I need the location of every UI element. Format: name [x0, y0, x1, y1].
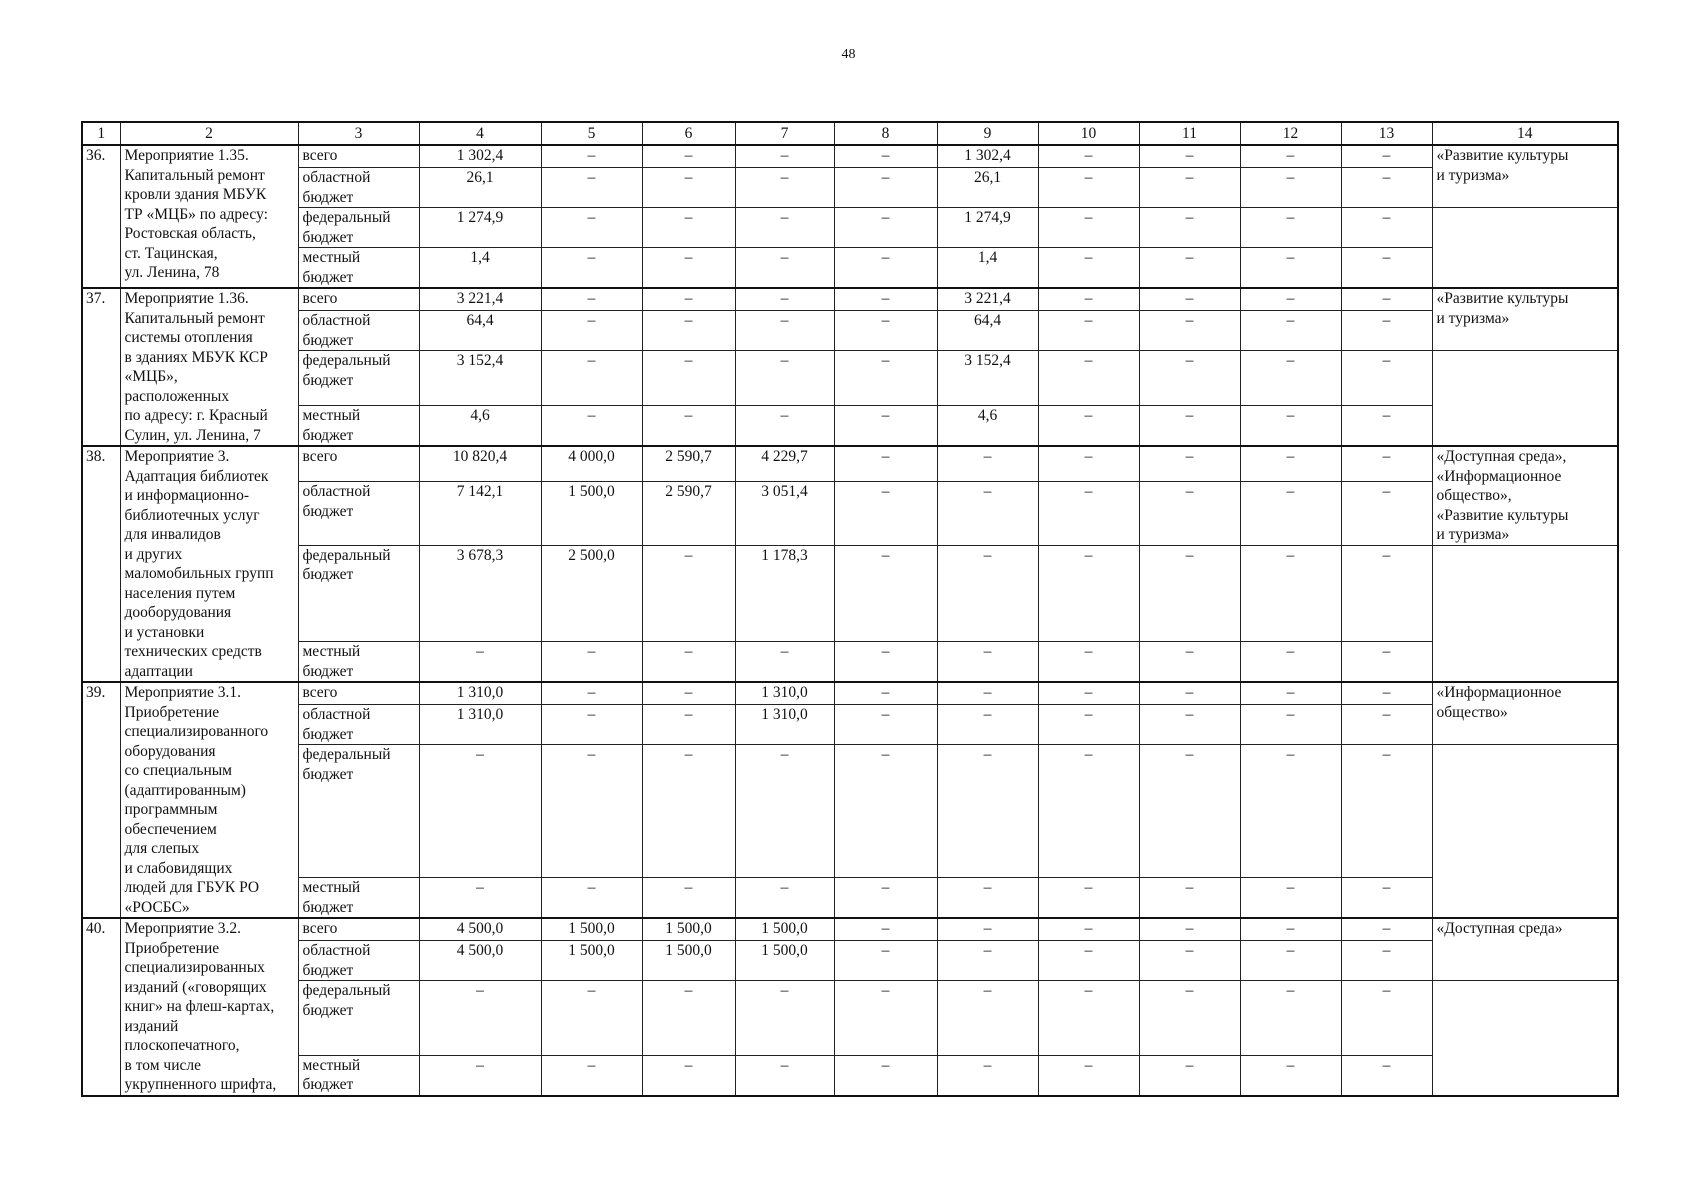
amount-cell: 1 500,0 — [642, 941, 735, 981]
amount-cell: 1 310,0 — [735, 705, 834, 745]
amount-cell: – — [1341, 248, 1432, 289]
funding-source: федеральный бюджет — [298, 745, 419, 878]
amount-cell: 1 500,0 — [541, 941, 642, 981]
budget-table — [81, 121, 1619, 1097]
amount-cell: – — [642, 406, 735, 447]
table-row — [82, 446, 1618, 482]
amount-cell: – — [735, 642, 834, 683]
amount-cell: – — [1341, 446, 1432, 482]
amount-cell: – — [1139, 351, 1240, 406]
amount-cell: 1 500,0 — [541, 918, 642, 941]
amount-cell: – — [735, 248, 834, 289]
amount-cell: 1 178,3 — [735, 545, 834, 642]
table-row — [82, 878, 1618, 919]
measure-number: 39. — [82, 682, 120, 918]
amount-cell: – — [541, 406, 642, 447]
funding-source: областной бюджет — [298, 168, 419, 208]
funding-source: местный бюджет — [298, 1055, 419, 1096]
amount-cell: 2 500,0 — [541, 545, 642, 642]
amount-cell: – — [1139, 745, 1240, 878]
table-row — [82, 745, 1618, 878]
amount-cell: – — [1139, 482, 1240, 545]
amount-cell: – — [1139, 941, 1240, 981]
funding-source: областной бюджет — [298, 705, 419, 745]
amount-cell: 3 152,4 — [419, 351, 541, 406]
amount-cell: – — [541, 981, 642, 1056]
amount-cell: 1,4 — [419, 248, 541, 289]
amount-cell: 64,4 — [419, 311, 541, 351]
amount-cell: 2 590,7 — [642, 482, 735, 545]
amount-cell: 1 310,0 — [419, 705, 541, 745]
amount-cell: – — [1139, 981, 1240, 1056]
amount-cell: – — [541, 642, 642, 683]
amount-cell: 26,1 — [419, 168, 541, 208]
amount-cell: 4,6 — [419, 406, 541, 447]
amount-cell: 3 051,4 — [735, 482, 834, 545]
amount-cell: – — [937, 878, 1038, 919]
amount-cell: – — [735, 1055, 834, 1096]
amount-cell: – — [1341, 745, 1432, 878]
amount-cell: – — [642, 981, 735, 1056]
amount-cell: – — [642, 288, 735, 311]
amount-cell: 1 302,4 — [419, 145, 541, 168]
amount-cell: – — [1240, 545, 1341, 642]
amount-cell: – — [1240, 981, 1341, 1056]
table-row — [82, 705, 1618, 745]
amount-cell: – — [834, 208, 937, 248]
amount-cell: – — [1139, 208, 1240, 248]
amount-cell: – — [735, 208, 834, 248]
amount-cell: – — [1341, 642, 1432, 683]
page-number: 48 — [841, 47, 856, 62]
amount-cell: 1 500,0 — [735, 918, 834, 941]
amount-cell: – — [834, 168, 937, 208]
amount-cell: 1 500,0 — [735, 941, 834, 981]
amount-cell: – — [1240, 878, 1341, 919]
amount-cell: – — [1139, 878, 1240, 919]
blank-cell — [1432, 545, 1618, 682]
amount-cell: – — [1139, 145, 1240, 168]
amount-cell: – — [642, 145, 735, 168]
column-header: 7 — [735, 122, 834, 145]
funding-source: всего — [298, 682, 419, 705]
amount-cell: – — [834, 705, 937, 745]
blank-cell — [1432, 745, 1618, 919]
amount-cell: – — [1038, 745, 1139, 878]
amount-cell: – — [1240, 248, 1341, 289]
amount-cell: – — [1341, 168, 1432, 208]
amount-cell: – — [1240, 406, 1341, 447]
table-row — [82, 145, 1618, 168]
amount-cell: – — [937, 682, 1038, 705]
amount-cell: – — [937, 745, 1038, 878]
amount-cell: – — [735, 878, 834, 919]
amount-cell: – — [541, 682, 642, 705]
amount-cell: 4 229,7 — [735, 446, 834, 482]
amount-cell: – — [937, 642, 1038, 683]
amount-cell: – — [642, 745, 735, 878]
amount-cell: – — [834, 288, 937, 311]
amount-cell: 4 000,0 — [541, 446, 642, 482]
blank-cell — [1432, 981, 1618, 1096]
amount-cell: – — [735, 745, 834, 878]
column-header: 5 — [541, 122, 642, 145]
amount-cell: – — [1240, 446, 1341, 482]
amount-cell: – — [1341, 208, 1432, 248]
amount-cell: – — [1038, 351, 1139, 406]
table-row — [82, 311, 1618, 351]
table-row — [82, 248, 1618, 289]
amount-cell: 4,6 — [937, 406, 1038, 447]
amount-cell: 10 820,4 — [419, 446, 541, 482]
amount-cell: – — [735, 288, 834, 311]
amount-cell: 1 274,9 — [937, 208, 1038, 248]
funding-source: всего — [298, 918, 419, 941]
amount-cell: – — [834, 145, 937, 168]
amount-cell: – — [1038, 311, 1139, 351]
amount-cell: – — [1341, 351, 1432, 406]
amount-cell: 26,1 — [937, 168, 1038, 208]
table-header — [82, 122, 1618, 145]
amount-cell: – — [937, 941, 1038, 981]
amount-cell: – — [834, 682, 937, 705]
funding-source: местный бюджет — [298, 406, 419, 447]
amount-cell: – — [937, 705, 1038, 745]
amount-cell: – — [1139, 248, 1240, 289]
amount-cell: – — [1038, 208, 1139, 248]
amount-cell: – — [1139, 545, 1240, 642]
column-header: 13 — [1341, 122, 1432, 145]
measure-number: 36. — [82, 145, 120, 288]
funding-source: местный бюджет — [298, 642, 419, 683]
amount-cell: 1 500,0 — [642, 918, 735, 941]
amount-cell: – — [1139, 682, 1240, 705]
amount-cell: – — [1038, 682, 1139, 705]
amount-cell: – — [735, 145, 834, 168]
amount-cell: – — [1341, 878, 1432, 919]
column-header: 4 — [419, 122, 541, 145]
amount-cell: 3 221,4 — [937, 288, 1038, 311]
amount-cell: – — [735, 406, 834, 447]
table-row — [82, 682, 1618, 705]
amount-cell: – — [1139, 406, 1240, 447]
amount-cell: – — [834, 981, 937, 1056]
amount-cell: – — [1240, 208, 1341, 248]
state-program: «Информационное общество» — [1432, 682, 1618, 745]
measure-group — [82, 682, 1618, 918]
table-row — [82, 1055, 1618, 1096]
funding-source: местный бюджет — [298, 248, 419, 289]
amount-cell: – — [642, 545, 735, 642]
table-row — [82, 208, 1618, 248]
amount-cell: – — [541, 248, 642, 289]
column-header: 8 — [834, 122, 937, 145]
amount-cell: – — [1240, 168, 1341, 208]
table-row — [82, 981, 1618, 1056]
amount-cell: – — [1038, 168, 1139, 208]
amount-cell: – — [642, 878, 735, 919]
amount-cell: – — [834, 545, 937, 642]
amount-cell: – — [1240, 642, 1341, 683]
column-header: 9 — [937, 122, 1038, 145]
amount-cell: 1 310,0 — [735, 682, 834, 705]
measure-description: Мероприятие 1.35. Капитальный ремонт кровли здания МБУК ТР «МЦБ» по адресу: Ростовская область, ст. Тацинская, ул. Ленина, 78 — [120, 145, 298, 288]
amount-cell: – — [834, 482, 937, 545]
amount-cell: – — [1038, 145, 1139, 168]
amount-cell: – — [642, 248, 735, 289]
amount-cell: – — [1240, 918, 1341, 941]
amount-cell: – — [419, 642, 541, 683]
funding-source: федеральный бюджет — [298, 545, 419, 642]
blank-cell — [1432, 351, 1618, 447]
amount-cell: – — [1139, 311, 1240, 351]
amount-cell: – — [541, 208, 642, 248]
amount-cell: 4 500,0 — [419, 941, 541, 981]
amount-cell: – — [642, 1055, 735, 1096]
amount-cell: – — [735, 168, 834, 208]
amount-cell: – — [834, 1055, 937, 1096]
amount-cell: 7 142,1 — [419, 482, 541, 545]
amount-cell: – — [541, 311, 642, 351]
header-row — [82, 122, 1618, 145]
amount-cell: – — [834, 941, 937, 981]
amount-cell: – — [1038, 406, 1139, 447]
measure-group — [82, 288, 1618, 446]
amount-cell: – — [1240, 705, 1341, 745]
state-program: «Доступная среда» — [1432, 918, 1618, 981]
funding-source: всего — [298, 145, 419, 168]
amount-cell: 3 221,4 — [419, 288, 541, 311]
column-header: 12 — [1240, 122, 1341, 145]
amount-cell: 1 310,0 — [419, 682, 541, 705]
amount-cell: – — [1139, 446, 1240, 482]
column-header: 3 — [298, 122, 419, 145]
amount-cell: – — [541, 288, 642, 311]
amount-cell: – — [735, 981, 834, 1056]
amount-cell: – — [1139, 918, 1240, 941]
amount-cell: – — [1139, 642, 1240, 683]
amount-cell: – — [1038, 918, 1139, 941]
amount-cell: – — [1240, 1055, 1341, 1096]
measure-group — [82, 145, 1618, 288]
amount-cell: – — [1038, 1055, 1139, 1096]
table-row — [82, 941, 1618, 981]
amount-cell: – — [1341, 1055, 1432, 1096]
column-header: 11 — [1139, 122, 1240, 145]
amount-cell: – — [1038, 642, 1139, 683]
amount-cell: – — [1139, 288, 1240, 311]
blank-cell — [1432, 208, 1618, 289]
measure-description: Мероприятие 3. Адаптация библиотек и информационно- библиотечных услуг для инвалидов и других маломобильных групп населения путем дооборудования и установки технических средств адаптации — [120, 446, 298, 682]
amount-cell: 1 500,0 — [541, 482, 642, 545]
amount-cell: – — [834, 406, 937, 447]
amount-cell: – — [642, 642, 735, 683]
amount-cell: – — [642, 682, 735, 705]
amount-cell: – — [834, 248, 937, 289]
amount-cell: – — [1038, 288, 1139, 311]
amount-cell: – — [541, 705, 642, 745]
amount-cell: – — [1038, 545, 1139, 642]
amount-cell: – — [1038, 446, 1139, 482]
amount-cell: – — [419, 1055, 541, 1096]
amount-cell: – — [1341, 311, 1432, 351]
measure-number: 37. — [82, 288, 120, 446]
amount-cell: – — [541, 351, 642, 406]
table-row — [82, 545, 1618, 642]
amount-cell: – — [1038, 981, 1139, 1056]
table-row — [82, 642, 1618, 683]
amount-cell: – — [1341, 145, 1432, 168]
table-row — [82, 351, 1618, 406]
amount-cell: – — [735, 311, 834, 351]
column-header: 10 — [1038, 122, 1139, 145]
amount-cell: – — [642, 311, 735, 351]
amount-cell: – — [937, 918, 1038, 941]
funding-source: областной бюджет — [298, 482, 419, 545]
amount-cell: – — [1240, 288, 1341, 311]
funding-source: всего — [298, 446, 419, 482]
amount-cell: – — [1139, 1055, 1240, 1096]
funding-source: федеральный бюджет — [298, 981, 419, 1056]
amount-cell: – — [1240, 682, 1341, 705]
amount-cell: – — [834, 642, 937, 683]
amount-cell: 1 274,9 — [419, 208, 541, 248]
amount-cell: – — [1240, 145, 1341, 168]
measure-number: 38. — [82, 446, 120, 682]
amount-cell: – — [834, 311, 937, 351]
amount-cell: – — [1038, 941, 1139, 981]
amount-cell: 64,4 — [937, 311, 1038, 351]
amount-cell: 1,4 — [937, 248, 1038, 289]
funding-source: областной бюджет — [298, 941, 419, 981]
amount-cell: – — [1038, 248, 1139, 289]
amount-cell: – — [834, 351, 937, 406]
amount-cell: – — [937, 446, 1038, 482]
amount-cell: – — [642, 208, 735, 248]
amount-cell: – — [1139, 705, 1240, 745]
amount-cell: – — [419, 981, 541, 1056]
amount-cell: – — [1240, 311, 1341, 351]
table-row — [82, 918, 1618, 941]
amount-cell: – — [1341, 288, 1432, 311]
measure-description: Мероприятие 1.36. Капитальный ремонт системы отопления в зданиях МБУК КСР «МЦБ», расположенных по адресу: г. Красный Сулин, ул. Ленина, 7 — [120, 288, 298, 446]
measure-description: Мероприятие 3.1. Приобретение специализированного оборудования со специальным (адаптированным) программным обеспечением для слепых и слабовидящих людей для ГБУК РО «РОСБС» — [120, 682, 298, 918]
amount-cell: – — [541, 1055, 642, 1096]
table-row — [82, 288, 1618, 311]
amount-cell: – — [1341, 918, 1432, 941]
amount-cell: – — [541, 745, 642, 878]
column-header: 6 — [642, 122, 735, 145]
column-header: 1 — [82, 122, 120, 145]
amount-cell: – — [834, 878, 937, 919]
amount-cell: – — [642, 351, 735, 406]
amount-cell: – — [1038, 878, 1139, 919]
amount-cell: – — [1341, 406, 1432, 447]
amount-cell: – — [1240, 351, 1341, 406]
table-row — [82, 482, 1618, 545]
amount-cell: 1 302,4 — [937, 145, 1038, 168]
measure-group — [82, 446, 1618, 682]
amount-cell: – — [541, 168, 642, 208]
column-header: 14 — [1432, 122, 1618, 145]
funding-source: всего — [298, 288, 419, 311]
funding-source: областной бюджет — [298, 311, 419, 351]
amount-cell: – — [642, 705, 735, 745]
amount-cell: 3 678,3 — [419, 545, 541, 642]
amount-cell: – — [1341, 545, 1432, 642]
state-program: «Развитие культуры и туризма» — [1432, 145, 1618, 208]
funding-source: местный бюджет — [298, 878, 419, 919]
amount-cell: – — [937, 981, 1038, 1056]
amount-cell: – — [541, 878, 642, 919]
column-header: 2 — [120, 122, 298, 145]
measure-description: Мероприятие 3.2. Приобретение специализированных изданий («говорящих книг» на флеш-картах, изданий плоскопечатного, в том числе укрупненного шрифта, — [120, 918, 298, 1096]
amount-cell: – — [541, 145, 642, 168]
amount-cell: – — [1341, 981, 1432, 1056]
measure-number: 40. — [82, 918, 120, 1096]
amount-cell: – — [1341, 682, 1432, 705]
funding-source: федеральный бюджет — [298, 351, 419, 406]
table-row — [82, 168, 1618, 208]
amount-cell: – — [1341, 705, 1432, 745]
amount-cell: – — [419, 878, 541, 919]
amount-cell: 3 152,4 — [937, 351, 1038, 406]
amount-cell: – — [937, 1055, 1038, 1096]
state-program: «Доступная среда», «Информационное общество», «Развитие культуры и туризма» — [1432, 446, 1618, 545]
amount-cell: – — [1038, 705, 1139, 745]
amount-cell: – — [1240, 745, 1341, 878]
amount-cell: – — [419, 745, 541, 878]
amount-cell: – — [834, 918, 937, 941]
amount-cell: 2 590,7 — [642, 446, 735, 482]
amount-cell: – — [834, 446, 937, 482]
amount-cell: – — [937, 482, 1038, 545]
table-row — [82, 406, 1618, 447]
amount-cell: – — [1240, 482, 1341, 545]
amount-cell: – — [834, 745, 937, 878]
amount-cell: – — [1341, 941, 1432, 981]
amount-cell: 4 500,0 — [419, 918, 541, 941]
state-program: «Развитие культуры и туризма» — [1432, 288, 1618, 351]
amount-cell: – — [1240, 941, 1341, 981]
amount-cell: – — [1139, 168, 1240, 208]
measure-group — [82, 918, 1618, 1096]
amount-cell: – — [1038, 482, 1139, 545]
amount-cell: – — [735, 351, 834, 406]
amount-cell: – — [642, 168, 735, 208]
amount-cell: – — [1341, 482, 1432, 545]
funding-source: федеральный бюджет — [298, 208, 419, 248]
amount-cell: – — [937, 545, 1038, 642]
